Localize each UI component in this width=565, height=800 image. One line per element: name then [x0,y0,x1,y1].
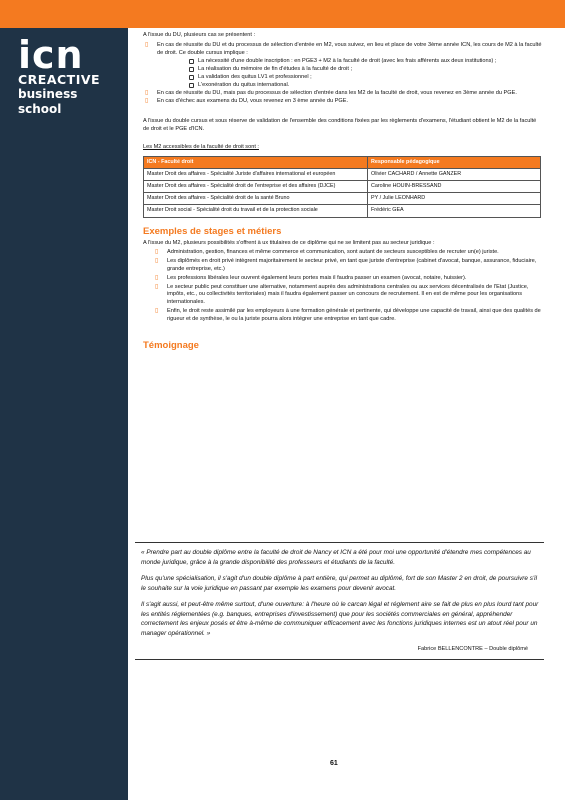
table-row [144,168,541,180]
table-row [144,193,541,205]
table-cell: PY / Julie LEONHARD [368,193,541,205]
logo-icn-text: icn [18,33,84,77]
testimony-heading: Témoignage [143,339,199,351]
outcome-paragraph: A l'issue du double cursus et sous réserve de validation de l'ensemble des conditions fixées par les règlements d'examens, l'étudiant obtient le M2 de la faculté de droit et le PGE d'ICN. [143,118,537,132]
table-header-responsible: Responsable pédagogique [368,156,541,168]
sub-bullet-list [189,58,543,89]
list-item: La réalisation du mémoire de fin d'études à la faculté de droit ; [189,66,543,74]
checkbox-square-icon [189,75,194,80]
list-item: ▯ Administration, gestion, finances et même commerce et communication, sont autant de secteurs susceptibles de recruter un(e) juriste. [155,249,499,256]
page-number: 61 [330,760,338,767]
bullet-marker-icon: ▯ [155,274,159,281]
m2-table [143,156,541,218]
list-item: ▯ Le secteur public peut constituer une alternative, notamment auprès des administrations centrales ou aux services décentralisés de l'Etat (Justice, impôts, etc., ou collectivités territoriales) mais il faudra également passer un concours de recrutement. Il en est de même pour les organisations internationales. [155,283,529,306]
bullet-marker-icon: ▯ [155,283,159,290]
bullet-marker-icon: ▯ [155,249,159,256]
list-item: La validation des quitus LV1 et professionnel ; [189,74,543,82]
page-content [143,32,543,354]
checkbox-square-icon [189,83,194,88]
table-cell: Master Droit social - Spécialité droit du travail et de la protection sociale [144,205,368,217]
checkbox-square-icon [189,67,194,72]
table-header-row [144,156,541,168]
table-cell: Caroline HOUIN-BRESSAND [368,180,541,192]
logo-business-text: business [18,87,78,101]
stages-heading: Exemples de stages et métiers [143,225,282,237]
bullet-marker-icon: ▯ [145,41,149,48]
testimony-box [135,542,544,660]
intro-lead: A l'issue du DU, plusieurs cas se présentent : [143,32,256,38]
sidebar [0,28,128,800]
list-item: La nécessité d'une double inscription : en PGE3 + M2 à la faculté de droit (avec les frais afférents aux deux institutions) ; [189,58,543,66]
table-cell: Master Droit des affaires - Spécialité droit de la santé Bruno [144,193,368,205]
logo-creactive-text: CREACTIVE [18,72,101,87]
bullet-marker-icon: ▯ [155,258,159,265]
list-item: ▯ Les diplômés en droit privé intègrent majoritairement le secteur privé, en tant que juriste d'entreprise (cabinet d'avocat, banque, assurance, fiduciaire, grande entreprise, etc.) [155,258,537,272]
intro-bullet-list-2 [143,90,543,107]
table-row [144,205,541,217]
table-header-program: ICN - Faculté droit [144,156,368,168]
logo-school-text: school [18,102,62,116]
bullet-marker-icon: ▯ [155,307,159,314]
testimony-author: Fabrice BELLENCONTRE – Double diplômé [417,646,528,652]
table-cell: Frédéric GEA [368,205,541,217]
list-item: ▯ En cas de réussite du DU, mais pas du processus de sélection d'entrée dans les M2 de la faculté de droit, vous revenez en 3ème année du PGE. [145,89,517,96]
top-accent-bar [0,0,565,28]
table-cell: Olivier CACHARD / Annette GANZER [368,168,541,180]
list-item: ▯ En cas de réussite du DU et du processus de sélection d'entrée en M2, vous suivez, en lieu et place de votre 3ème année ICN, les cours de M2 à la faculté de droit. Ce double cursus implique : [145,41,542,56]
m2-heading: Les M2 accessibles de la faculté de droit sont : [143,143,259,150]
bullet-marker-icon: ▯ [145,89,149,96]
icn-logo [18,33,101,117]
table-cell: Master Droit des affaires - Spécialité droit de l'entreprise et des affaires (DJCE) [144,180,368,192]
testimony-paragraph: Il s'agit aussi, et peut-être même surtout, d'une ouverture: à l'heure où le carcan légal et réglement aire se fait de plus en plus lourd tant pour les entités réglementées (e.g. banques, entreprises d'investissement) que pour les sociétés commerciales en général, appréhender correctement les enjeux posés et être à-même de communiquer efficacement avec les fonctions juridiques internes est un atout réel pour un manager opérationnel. » [141,601,539,637]
intro-bullet-list [143,42,543,58]
list-item: ▯ Enfin, le droit reste assimilé par les employeurs à une formation générale et pertinente, qui développe une capacité de travail, ainsi que des qualités de rigueur et de synthèse, le ou la juriste pourra alors intégrer une entreprise en tant que cadre. [155,307,541,322]
testimony-paragraph: Plus qu'une spécialisation, il s'agit d'un double diplôme à part entière, qui permet au diplômé, fort de son Master 2 en droit, de poursuivre s'il le souhaite sur la voie juridique en passant par exemple les examens pour devenir avocat. [141,575,537,592]
table-cell: Master Droit des affaires - Spécialité Juriste d'affaires international et européen [144,168,368,180]
testimony-paragraph: « Prendre part au double diplôme entre la faculté de droit de Nancy et ICN a été pour moi une opportunité d'étendre mes compétences au monde juridique, grâce à la grande disponibilité des professeurs et étudiants de la faculté. [141,549,531,566]
list-item: ▯ Les professions libérales leur ouvrent également leurs portes mais il faudra passer un examen (avocat, notaire, huissier). [155,274,467,281]
stages-bullet-list [153,249,543,323]
checkbox-square-icon [189,59,194,64]
table-row [144,180,541,192]
list-item: ▯ En cas d'échec aux examens du DU, vous revenez en 3 ème année du PGE. [145,98,349,105]
stages-lead: A l'issue du M2, plusieurs possibilités s'offrent à ux titulaires de ce diplôme qui ne se limitent pas au secteur juridique : [143,239,435,246]
bullet-marker-icon: ▯ [145,98,149,105]
list-item: L'exonération du quitus international. [189,82,543,90]
